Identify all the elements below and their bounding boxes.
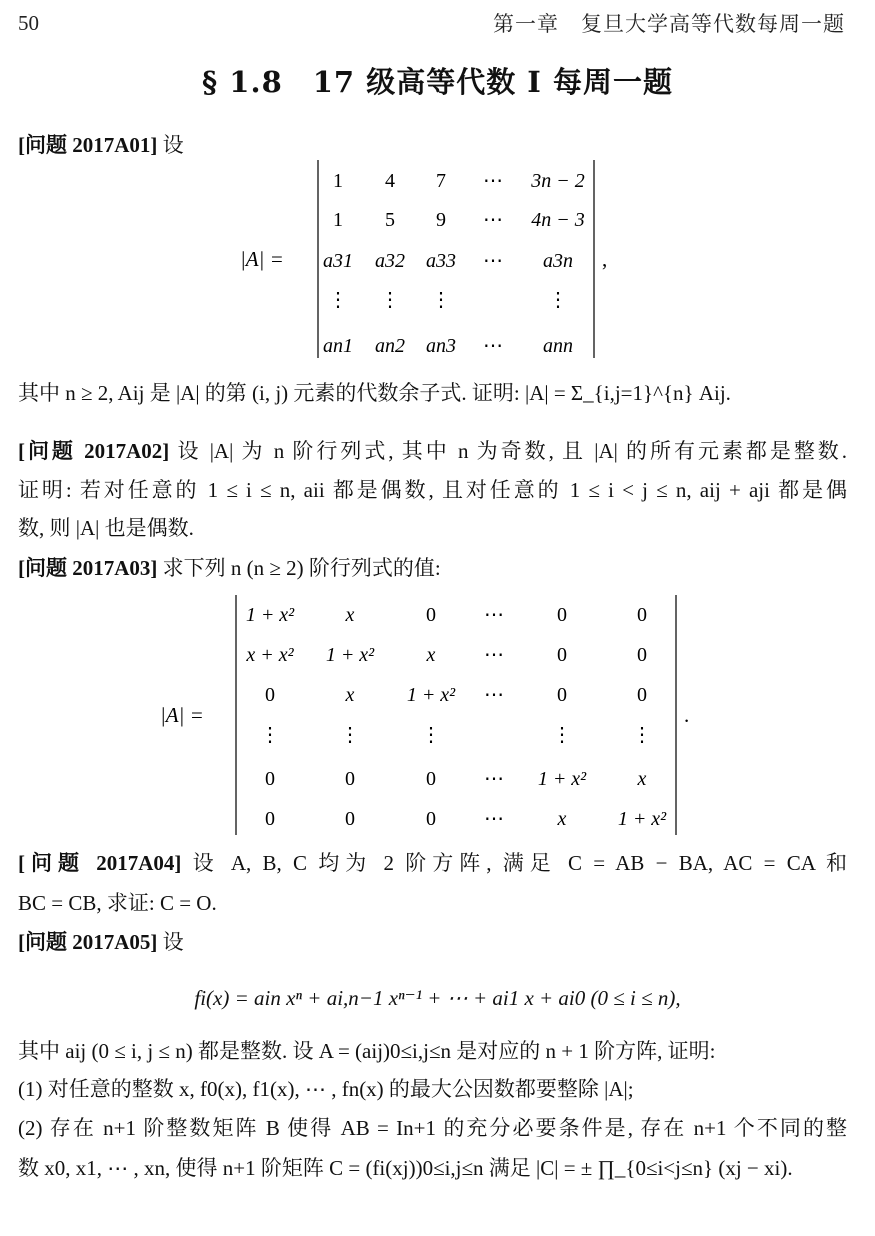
polynomial-formula <box>0 983 875 1013</box>
matrix-entry: x <box>345 684 355 706</box>
matrix-entry: 4 <box>385 170 395 192</box>
problem-2017a02-line1 <box>18 436 847 466</box>
matrix-entry: 0 <box>426 604 436 626</box>
determinant-a01 <box>240 158 640 367</box>
problem-2017a05-intro <box>18 927 847 957</box>
problem-2017a01-intro <box>18 130 847 160</box>
matrix-entry: 9 <box>436 209 446 231</box>
matrix-entry: ⋯ <box>484 684 504 706</box>
problem-2017a05-item2-line2 <box>18 1153 847 1183</box>
matrix-entry: a32 <box>375 250 405 272</box>
matrix-entry: 1 + x² <box>617 808 667 830</box>
matrix-entry: x <box>557 808 567 830</box>
matrix-entry: a31 <box>323 250 353 272</box>
matrix-entry: ann <box>543 335 573 357</box>
matrix-entry: 0 <box>426 808 436 830</box>
determinant-a03 <box>160 593 720 847</box>
problem-text: 设 A, B, C 均为 2 阶方阵, 满足 C = AB − BA, AC = CA 和 <box>192 851 847 875</box>
problem-text: 数 x0, x1, ⋯ , xn, 使得 n+1 阶矩阵 C = (fi(xj))0≤i,j≤n 满足 |C| = ± ∏_{0≤i<j≤n} (xj − xi). <box>18 1156 793 1180</box>
problem-2017a01-statement <box>18 378 847 408</box>
problem-2017a02-line3 <box>18 513 847 543</box>
determinant-a03-svg <box>160 593 720 843</box>
matrix-entry: 0 <box>637 684 647 706</box>
problem-label: [问题 2017A01] <box>18 133 158 157</box>
problem-lead: 设 <box>162 133 184 157</box>
matrix-entry: x <box>637 768 647 790</box>
problem-lead: 求下列 n (n ≥ 2) 阶行列式的值: <box>162 556 441 580</box>
matrix-entry: 1 + x² <box>537 768 587 790</box>
matrix-entry: 4n − 3 <box>531 209 585 231</box>
matrix-entry: ⋯ <box>483 170 503 192</box>
matrix-entry: ⋯ <box>484 768 504 790</box>
matrix-entry: ⋮ <box>380 289 400 311</box>
determinant-a01-svg <box>240 158 640 363</box>
matrix-entry: ⋮ <box>552 724 572 746</box>
problem-label: [问题 2017A03] <box>18 556 158 580</box>
section-title: § 1.8 17 级高等代数 I 每周一题 <box>202 65 673 99</box>
problem-label: [问题 2017A02] <box>18 439 170 463</box>
matrix-entry: ⋮ <box>260 724 280 746</box>
matrix-entry: 7 <box>436 170 446 192</box>
problem-body: 其中 n ≥ 2, Aij 是 |A| 的第 (i, j) 元素的代数余子式. 证明: |A| = Σ_{i,j=1}^{n} Aij. <box>18 381 731 405</box>
matrix-entry: ⋯ <box>484 604 504 626</box>
matrix-entry: ⋮ <box>421 724 441 746</box>
matrix-entry: 0 <box>557 604 567 626</box>
matrix-entry: 1 <box>333 170 343 192</box>
matrix-entry: 0 <box>345 808 355 830</box>
matrix-entry: 1 <box>333 209 343 231</box>
matrix-entry: ⋮ <box>328 289 348 311</box>
running-header <box>18 8 845 38</box>
matrix-entry: ⋮ <box>632 724 652 746</box>
chapter-title: 第一章 复旦大学高等代数每周一题 <box>493 12 845 36</box>
problem-lead: 设 <box>162 930 184 954</box>
matrix-entry: a3n <box>543 250 573 272</box>
problem-2017a05-line1 <box>18 1036 847 1066</box>
page-number: 50 <box>18 10 39 35</box>
matrix-entry: 0 <box>265 684 275 706</box>
matrix-entry: an1 <box>323 335 353 357</box>
problem-2017a04-line2 <box>18 888 847 918</box>
matrix-entry: ⋯ <box>483 335 503 357</box>
matrix-entry: 0 <box>345 768 355 790</box>
matrix-entry: ⋮ <box>431 289 451 311</box>
matrix-entry: ⋯ <box>483 209 503 231</box>
matrix-entry: x <box>345 604 355 626</box>
matrix-entry: ⋯ <box>484 808 504 830</box>
determinant-trailing-punct: , <box>602 247 608 271</box>
matrix-entry: ⋯ <box>484 644 504 666</box>
problem-2017a05-item2-line1 <box>18 1113 847 1143</box>
problem-2017a04-line1 <box>18 848 847 878</box>
formula-text: fi(x) = ain xⁿ + ai,n−1 xⁿ⁻¹ + ⋯ + ai1 x + ai0 (0 ≤ i ≤ n), <box>194 986 681 1010</box>
matrix-entry: 0 <box>637 644 647 666</box>
determinant-trailing-punct: . <box>684 703 690 727</box>
matrix-entry: 0 <box>426 768 436 790</box>
matrix-entry: an3 <box>426 335 456 357</box>
matrix-entry: 1 + x² <box>406 684 456 706</box>
matrix-entry: 0 <box>637 604 647 626</box>
problem-text: 设 |A| 为 n 阶行列式, 其中 n 为奇数, 且 |A| 的所有元素都是整数. <box>177 439 848 463</box>
matrix-entry: 0 <box>265 808 275 830</box>
matrix-entry: 0 <box>557 644 567 666</box>
matrix-entry: 5 <box>385 209 395 231</box>
matrix-entry: 0 <box>265 768 275 790</box>
problem-2017a03-intro <box>18 553 847 583</box>
matrix-entry: 0 <box>557 684 567 706</box>
matrix-entry: 3n − 2 <box>531 170 585 192</box>
problem-2017a02-line2 <box>18 475 847 505</box>
matrix-entry: an2 <box>375 335 405 357</box>
determinant-lhs: |A| = <box>240 247 284 271</box>
problem-text: 其中 aij (0 ≤ i, j ≤ n) 都是整数. 设 A = (aij)0≤i,j≤n 是对应的 n + 1 阶方阵, 证明: <box>18 1039 716 1063</box>
matrix-entry: x <box>426 644 436 666</box>
problem-text: (2) 存在 n+1 阶整数矩阵 B 使得 AB = In+1 的充分必要条件是, 存在 n+1 个不同的整 <box>18 1116 847 1140</box>
problem-text: BC = CB, 求证: C = O. <box>18 891 217 915</box>
problem-label: [问题 2017A05] <box>18 930 158 954</box>
problem-2017a05-item1 <box>18 1074 847 1104</box>
matrix-entry: ⋯ <box>483 250 503 272</box>
problem-text: (1) 对任意的整数 x, f0(x), f1(x), ⋯ , fn(x) 的最大公因数都要整除 |A|; <box>18 1077 634 1101</box>
matrix-entry: ⋮ <box>340 724 360 746</box>
determinant-lhs: |A| = <box>160 703 204 727</box>
matrix-entry: 1 + x² <box>245 604 295 626</box>
matrix-entry: a33 <box>426 250 456 272</box>
matrix-entry: ⋮ <box>548 289 568 311</box>
problem-text: 证明: 若对任意的 1 ≤ i ≤ n, aii 都是偶数, 且对任意的 1 ≤ i < j ≤ n, aij + aji 都是偶 <box>18 478 847 502</box>
problem-text: 数, 则 |A| 也是偶数. <box>18 516 194 540</box>
matrix-entry: 1 + x² <box>325 644 375 666</box>
matrix-entry: x + x² <box>246 644 294 666</box>
problem-label: [问题 2017A04] <box>18 851 182 875</box>
